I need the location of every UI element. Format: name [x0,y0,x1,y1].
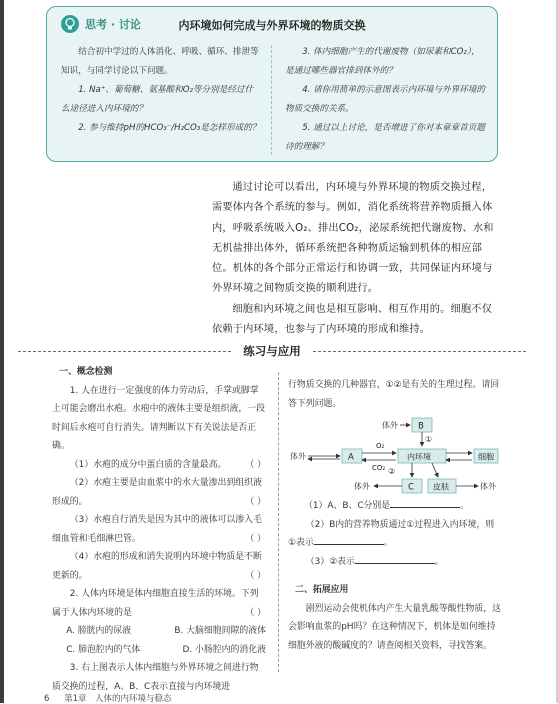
question-1-item-1-text: （1）水疱的成分中蛋白质的含量最高。 [69,459,227,470]
question-3-item-3-text: （3）②表示 [305,556,355,567]
diagram-label-inner: 内环境 [407,452,431,462]
exercise-column-divider [278,372,279,672]
discussion-title: 内环境如何完成与外界环境的物质交换 [178,19,366,32]
diagram-co2: CO₂ [372,464,386,472]
option-d: D. 小肠腔内的消化液 [182,644,266,655]
body-paragraph-1: 通过讨论可以看出，内环境与外界环境的物质交换过程，需要体内各个系统的参与。例如，消化系统将营养物质摄入体内，呼吸系统吸入O₂、排出CO₂，泌尿系统把代谢废物、水和无机盐排出体外，循环系统把各种物质运输到机体的相应部位。机体的各个部分正常运行和协调一致，共同保证内环境与外界环境之间物质交换的顺利进行。 [212,182,494,295]
diagram-outside-left: 体外 [290,452,306,461]
diagram-label-c: C [408,482,414,493]
answer-blank-2[interactable] [314,534,384,545]
diagram-outside-bottom-right: 体外 [480,482,496,491]
discussion-intro: 结合初中学过的人体消化、呼吸、循环、排泄等知识，与同学讨论以下问题。 [61,47,259,76]
exercise-right-column-top [288,376,502,413]
question-1-item-4 [52,548,266,585]
diagram-label-cell: 细胞 [478,452,494,462]
page-edge-left [0,0,4,703]
question-2-options-row-2 [52,641,266,660]
question-1-item-1 [52,456,266,475]
question-1-item-1-mark: （ ） [245,459,266,470]
discussion-question-4: 4. 请你用简单的示意图表示内环境与外界环境的物质交换的关系。 [285,85,485,114]
question-2-text: 2. 人体内环境是体内细胞直接生活的环境。下列属于人体内环境的是 [52,589,259,618]
question-1-item-2-text: （2）水疱主要是由血浆中的水大量渗出到组织液形成的。 [52,478,262,507]
expand-text: 剧烈运动会使机体内产生大量乳酸等酸性物质，这会影响血浆的pH吗？在这种情况下，机体是如何维持细胞外液的酸碱度的？请查阅相关资料，寻找答案。 [288,603,502,651]
exchange-diagram [288,415,502,495]
page-number: 6 [44,694,50,704]
exercise-right-column-bottom [288,497,502,655]
diagram-label-a: A [348,452,354,463]
question-1-item-4-mark: （ ） [245,570,266,581]
section-title: 练习与应用 [233,344,311,358]
section-heading [18,345,526,359]
discussion-right-column [285,43,485,157]
question-1-item-3-text: （3）水疱自行消失是因为其中的液体可以渗入毛细血管和毛细淋巴管。 [52,515,262,544]
exercise-left-column [52,363,266,696]
question-3-item-3: （3）②表示 。 [288,553,502,572]
question-1-item-3-mark: （ ） [245,533,266,544]
discussion-divider [271,45,272,155]
question-2-stem [52,585,266,622]
option-c: C. 肺泡腔内的气体 [66,644,141,655]
question-3-continued: 行物质交换的几种器官，①②是有关的生理过程。请回答下列问题。 [288,380,500,409]
option-b: B. 大脑细胞间隙的液体 [174,626,266,636]
expand-heading: 二、拓展应用 [295,585,349,595]
diagram-process-1: ① [425,435,433,444]
answer-blank-1[interactable] [390,497,460,508]
diagram-outside-top: 体外 [382,421,398,430]
question-1-item-2-mark: （ ） [245,496,266,507]
diagram-label-skin: 皮肤 [433,482,449,492]
question-1-item-4-text: （4）水疱的形成和消失说明内环境中物质是不断更新的。 [52,552,262,581]
discussion-question-1: 1. Na⁺、葡萄糖、氨基酸和O₂等分别是经过什么途径进入内环境的？ [61,85,254,114]
answer-blank-3[interactable] [355,553,435,564]
discussion-box [46,6,498,162]
option-a: A. 膀胱内的尿液 [66,626,132,636]
diagram-arrow-inner-to-skin [432,463,438,477]
question-1-stem: 1. 人在进行一定强度的体力劳动后，手掌或脚掌上可能会磨出水疱。水疱中的液体主要是组织液，一段时间后水疱可自行消失。请判断以下有关说法是否正确。 [52,385,265,451]
diagram-o2: O₂ [376,442,385,450]
discussion-left-column [61,43,261,138]
diagram-process-2: ② [388,467,396,476]
page-footer [44,692,184,704]
discussion-question-2: 2. 参与维持pH的HCO₃⁻/H₂CO₃是怎样形成的？ [78,123,261,133]
question-2-options-row-1 [52,622,266,641]
discussion-tag: 思考 · 讨论 [85,18,141,31]
question-3-item-2-text: （2）B内的营养物质通过①过程进入内环境，则①表示 [288,519,495,548]
discussion-question-5: 5. 通过以上讨论，是否增进了你对本章章首页题诗的理解？ [285,123,485,152]
question-3-stem: 3. 右上图表示人体内细胞与外界环境之间进行物质交换的过程，A、B、C表示直接与内环境进 [52,663,259,692]
question-3-item-2: （2）B内的营养物质通过①过程进入内环境，则①表示 。 [288,519,495,548]
concept-check-heading: 一、概念检测 [59,367,113,377]
question-3-item-1: （1）A、B、C分别是 。 [288,497,502,516]
body-text [212,178,502,340]
chapter-title: 第1章 人体的内环境与稳态 [64,694,172,704]
question-3-item-1-text: （1）A、B、C分别是 [304,501,391,511]
body-paragraph-2: 细胞和内环境之间也是相互影响、相互作用的。细胞不仅依赖于内环境，也参与了内环境的形成和维持。 [212,303,493,336]
discussion-question-3: 3. 体内细胞产生的代谢废物（如尿素和CO₂），是通过哪些器官排到体外的？ [285,47,480,76]
diagram-label-b: B [418,421,424,432]
question-1-item-3 [52,511,266,548]
diagram-outside-bottom-left: 体外 [354,482,370,491]
question-1-item-2 [52,474,266,511]
question-2-mark: （ ） [245,607,266,618]
